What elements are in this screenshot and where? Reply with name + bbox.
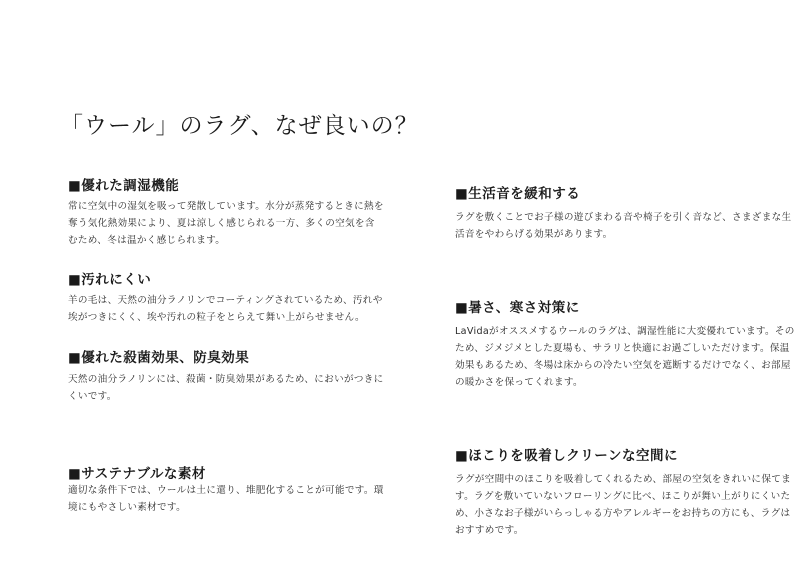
- section-body: ラグを敷くことでお子様の遊びまわる音や椅子を引く音など、さまざまな生活音をやわらげる効果があります。: [455, 212, 792, 240]
- section-body: 常に空気中の湿気を吸って発散しています。水分が蒸発するときに熱を奪う気化熱効果により、夏は涼しく感じられる一方、多くの空気を含むため、冬は温かく感じられます。: [68, 201, 384, 246]
- section-heading: ■ほこりを吸着しクリーンな空間に: [455, 448, 678, 464]
- section-body: LaVidaがオススメするウールのラグは、調湿性能に大変優れています。そのため、ジメジメとした夏場も、サラリと快適にお過ごしいただけます。保温効果もあるため、冬場は床からの冷たい空気を遮断するだけでなく、お部屋の暖かさを保ってくれます。: [455, 326, 795, 388]
- section-antibacterial-deodorant: [68, 346, 384, 405]
- section-heading: ■暑さ、寒さ対策に: [455, 300, 580, 316]
- section-heading: ■サステナブルな素材: [68, 466, 206, 482]
- section-heading: ■生活音を緩和する: [455, 186, 581, 202]
- section-noise-reduction: [455, 182, 795, 243]
- section-heading: ■優れた殺菌効果、防臭効果: [68, 350, 250, 366]
- section-heat-cold-measures: [455, 296, 795, 391]
- section-heading: ■汚れにくい: [68, 272, 152, 288]
- section-body: ラグが空間中のほこりを吸着してくれるため、部屋の空気をきれいに保てます。ラグを敷いていないフローリングに比べ、ほこりが舞い上がりにくいため、小さなお子様がいらっしゃる方やアレルギーをお持ちの方にも、ラグはおすすめです。: [455, 474, 792, 536]
- section-body: 羊の毛は、天然の油分ラノリンでコーティングされているため、汚れや埃がつきにくく、埃や汚れの粒子をとらえて舞い上がらせません。: [68, 295, 383, 323]
- section-body: 天然の油分ラノリンには、殺菌・防臭効果があるため、においがつきにくいです。: [68, 374, 384, 402]
- section-dust-absorption: [455, 444, 795, 539]
- section-sustainable-material: [68, 462, 384, 516]
- section-body: 適切な条件下では、ウールは土に還り、堆肥化することが可能です。環境にもやさしい素材です。: [68, 485, 384, 513]
- section-stain-resistant: [68, 268, 384, 326]
- page-title: 「ウール」のラグ、なぜ良いの？: [60, 113, 419, 140]
- section-humidity-control: [68, 174, 384, 249]
- section-heading: ■優れた調湿機能: [68, 178, 180, 194]
